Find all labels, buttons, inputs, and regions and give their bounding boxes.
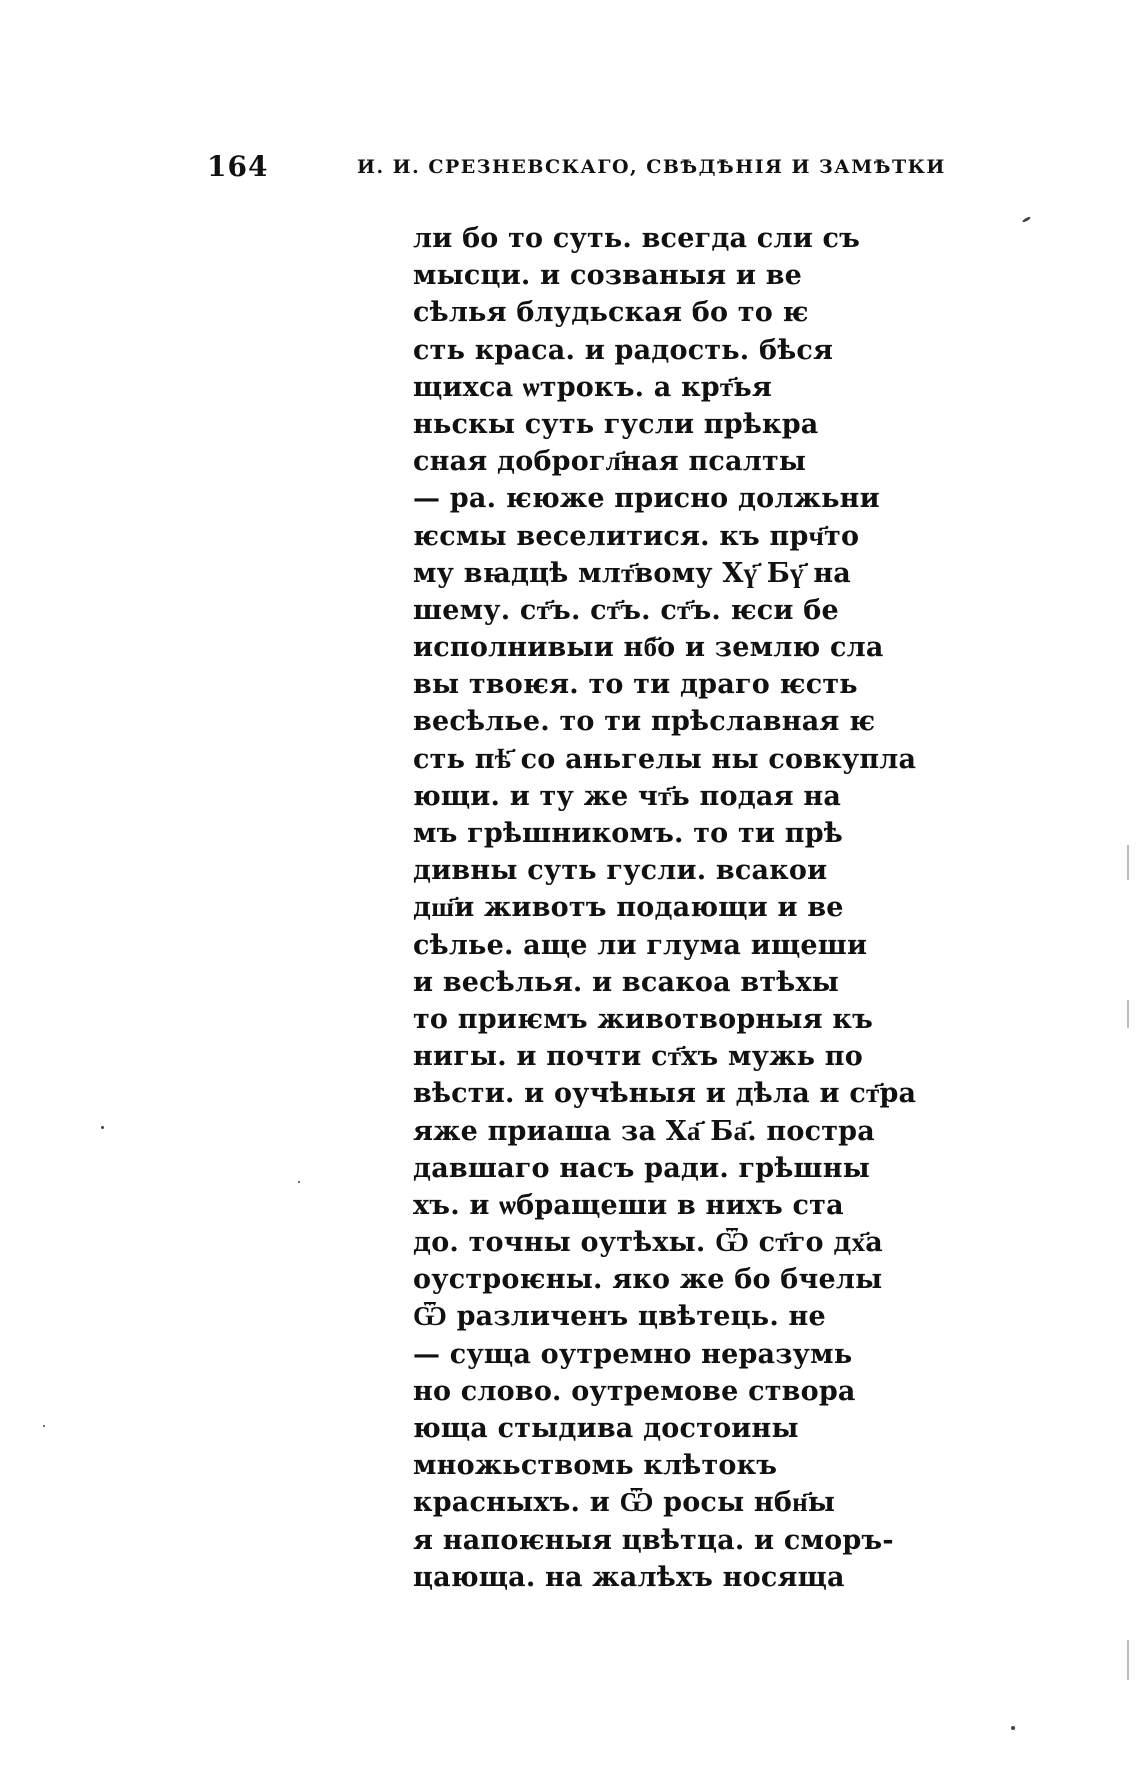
text-line: хъ. и ѡбращеши в нихъ ста <box>413 1189 844 1221</box>
text-line: щихса ѡтрокъ. а крт҃ья <box>413 371 773 403</box>
text-line: мысци. и созваныя и ве <box>413 260 803 292</box>
text-line: шему. ст҃ъ. ст҃ъ. ст҃ъ. ѥси бе <box>413 594 839 626</box>
running-head: И. И. СРЕЗНЕВСКАГО, СВѢДѢНІЯ И ЗАМѢТКИ <box>357 156 946 178</box>
text-line: вы твоѥя. то ти драго ѥсть <box>413 669 858 701</box>
scan-speck <box>1022 216 1031 223</box>
scan-margin-mark <box>1127 1000 1129 1028</box>
text-line: дш҃и животъ подающи и ве <box>413 892 844 924</box>
text-line: давшаго насъ ради. грѣшны <box>413 1152 870 1184</box>
scan-margin-mark <box>1127 1640 1129 1680</box>
page-header <box>207 150 946 190</box>
text-line: но слово. оутремове створа <box>413 1375 856 1407</box>
text-line: — ра. ѥюже присно должьни <box>413 483 880 515</box>
text-line: му вꙗдцѣ млт҃вому Хү҃ Бү҃ на <box>413 557 852 589</box>
text-line: исполнивыи нб҃о и землю сла <box>413 632 884 664</box>
text-line: сѣлья блудьская бо то ѥ <box>413 297 809 329</box>
text-line: юща стыдива достоины <box>413 1413 799 1444</box>
text-line: сѣлье. аще ли глума ищеши <box>413 929 868 961</box>
text-line: нигы. и почти ст҃хъ мужь по <box>413 1041 863 1073</box>
text-line: — суща оутремно неразумь <box>413 1338 853 1370</box>
scan-speck <box>1011 1726 1015 1730</box>
text-line: цающа. на жалѣхъ носяща <box>413 1561 845 1593</box>
scan-speck <box>43 1425 45 1427</box>
text-line: ющи. и ту же чт҃ь подая на <box>413 780 842 812</box>
scan-speck <box>101 1126 104 1129</box>
text-line: мъ грѣшникомъ. то ти прѣ <box>413 818 843 849</box>
text-line: оустроѥны. яко же бо бчелы <box>413 1264 883 1296</box>
text-line: весѣлье. то ти прѣславная ѥ <box>413 706 876 738</box>
text-line: множьствомь клѣтокъ <box>413 1450 778 1482</box>
text-line: сть пѣ҃ со аньгелы ны совкупла <box>413 743 917 775</box>
text-line: сть краса. и радость. бѣся <box>413 334 834 366</box>
text-line: сная доброгл҃ная псалты <box>413 446 807 478</box>
text-line: и весѣлья. и всакоа втѣхы <box>413 966 840 998</box>
text-line: Ѿ различенъ цвѣтець. не <box>413 1301 826 1333</box>
text-line: вѣсти. и оучѣныя и дѣла и ст҃ра <box>413 1078 917 1110</box>
page-number: 164 <box>207 150 269 183</box>
text-body <box>413 220 933 1596</box>
text-line: я напоѥныя цвѣтца. и сморъ- <box>413 1524 894 1556</box>
text-line: до. точны оутѣхы. Ѿ ст҃го дх҃а <box>413 1227 883 1259</box>
text-line: то приѥмъ животворныя къ <box>413 1003 874 1035</box>
text-line: ли бо то суть. всегда сли съ <box>413 223 861 254</box>
text-line: дивны суть гусли. всакои <box>413 855 828 887</box>
text-line: ньскы суть гусли прѣкра <box>413 408 819 440</box>
scan-margin-mark <box>1127 845 1129 880</box>
scan-speck <box>298 1181 300 1183</box>
text-line: яже приаша за Ха҃ Ба҃. постра <box>413 1115 875 1147</box>
text-line: ѥсмы веселитися. къ прч҃то <box>413 520 860 552</box>
text-line: красныхъ. и Ѿ росы нбн҃ы <box>413 1487 836 1519</box>
